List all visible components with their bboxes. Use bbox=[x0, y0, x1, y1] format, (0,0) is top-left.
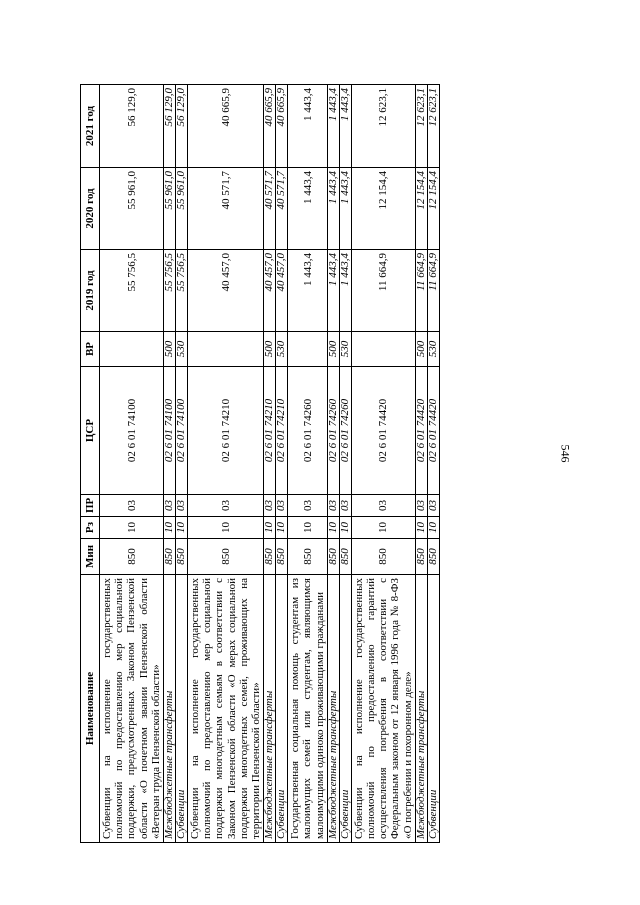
cell-y2021: 56 129,0 bbox=[164, 85, 176, 168]
cell-y2020: 12 154,4 bbox=[415, 168, 427, 250]
header-rz: Рз bbox=[81, 517, 100, 539]
cell-name: Межбюджетные трансферты bbox=[327, 575, 339, 843]
table-row bbox=[164, 85, 176, 843]
cell-vr: 500 bbox=[327, 332, 339, 367]
budget-table-container bbox=[80, 85, 528, 843]
cell-min: 850 bbox=[164, 539, 176, 575]
cell-y2021: 12 623,1 bbox=[427, 85, 439, 168]
cell-min: 850 bbox=[427, 539, 439, 575]
cell-vr bbox=[100, 332, 164, 367]
cell-min: 850 bbox=[188, 539, 264, 575]
cell-y2019: 40 457,0 bbox=[188, 250, 264, 332]
header-2020: 2020 год bbox=[81, 168, 100, 250]
table-row bbox=[176, 85, 188, 843]
cell-pr: 03 bbox=[339, 495, 351, 517]
cell-name: Субвенции bbox=[276, 575, 288, 843]
cell-y2021: 40 665,9 bbox=[276, 85, 288, 168]
cell-y2019: 40 457,0 bbox=[276, 250, 288, 332]
cell-pr: 03 bbox=[327, 495, 339, 517]
cell-vr bbox=[188, 332, 264, 367]
table-row bbox=[100, 85, 164, 843]
cell-name: Субвенции bbox=[427, 575, 439, 843]
cell-y2021: 1 443,4 bbox=[339, 85, 351, 168]
cell-y2020: 12 154,4 bbox=[351, 168, 415, 250]
table-row bbox=[351, 85, 415, 843]
page-number: 546 bbox=[558, 444, 573, 463]
cell-min: 850 bbox=[339, 539, 351, 575]
cell-y2020: 55 961,0 bbox=[164, 168, 176, 250]
cell-pr: 03 bbox=[351, 495, 415, 517]
cell-name: Межбюджетные трансферты bbox=[415, 575, 427, 843]
cell-rz: 10 bbox=[164, 517, 176, 539]
cell-name: Субвенции на исполнение государственных полномочий по предоставлению мер социальной поддержки многодетным семьям в соответствии с Законом Пензенской области «О мерах социальной поддержки многодетных семей, проживающих на территории Пензенской области» bbox=[188, 575, 264, 843]
header-csr: ЦСР bbox=[81, 367, 100, 495]
cell-rz: 10 bbox=[264, 517, 276, 539]
cell-min: 850 bbox=[176, 539, 188, 575]
cell-y2020: 12 154,4 bbox=[427, 168, 439, 250]
cell-y2021: 12 623,1 bbox=[415, 85, 427, 168]
table-row bbox=[188, 85, 264, 843]
cell-y2019: 55 756,5 bbox=[100, 250, 164, 332]
cell-y2021: 40 665,9 bbox=[264, 85, 276, 168]
cell-rz: 10 bbox=[100, 517, 164, 539]
cell-rz: 10 bbox=[351, 517, 415, 539]
cell-name: Межбюджетные трансферты bbox=[164, 575, 176, 843]
cell-rz: 10 bbox=[288, 517, 328, 539]
cell-y2019: 55 756,5 bbox=[164, 250, 176, 332]
cell-pr: 03 bbox=[427, 495, 439, 517]
table-row bbox=[264, 85, 276, 843]
cell-y2020: 55 961,0 bbox=[176, 168, 188, 250]
budget-table bbox=[80, 84, 440, 843]
cell-csr: 02 6 01 74260 bbox=[327, 367, 339, 495]
cell-rz: 10 bbox=[415, 517, 427, 539]
cell-pr: 03 bbox=[176, 495, 188, 517]
table-row bbox=[339, 85, 351, 843]
header-2021: 2021 год bbox=[81, 85, 100, 168]
cell-vr: 500 bbox=[264, 332, 276, 367]
cell-csr: 02 6 01 74420 bbox=[351, 367, 415, 495]
cell-rz: 10 bbox=[327, 517, 339, 539]
cell-y2019: 11 664,9 bbox=[415, 250, 427, 332]
cell-y2019: 1 443,4 bbox=[339, 250, 351, 332]
cell-name: Государственная социальная помощь студентам из малоимущих семей или студентам, являющимся малоимущими одиноко проживающими гражданами bbox=[288, 575, 328, 843]
table-row bbox=[327, 85, 339, 843]
cell-name: Субвенции на исполнение государственных полномочий по предоставлению мер социальной поддержки, предусмотренных Законом Пензенской области «О почетном звании Пензенской области «Ветеран труда Пензенской области» bbox=[100, 575, 164, 843]
cell-rz: 10 bbox=[176, 517, 188, 539]
cell-vr: 500 bbox=[415, 332, 427, 367]
cell-pr: 03 bbox=[276, 495, 288, 517]
cell-rz: 10 bbox=[276, 517, 288, 539]
cell-name: Субвенции bbox=[339, 575, 351, 843]
cell-pr: 03 bbox=[100, 495, 164, 517]
cell-pr: 03 bbox=[188, 495, 264, 517]
cell-y2019: 11 664,9 bbox=[351, 250, 415, 332]
table-row bbox=[415, 85, 427, 843]
cell-min: 850 bbox=[276, 539, 288, 575]
cell-pr: 03 bbox=[164, 495, 176, 517]
table-row bbox=[288, 85, 328, 843]
header-vr: ВР bbox=[81, 332, 100, 367]
cell-name: Субвенции bbox=[176, 575, 188, 843]
cell-rz: 10 bbox=[427, 517, 439, 539]
cell-y2020: 1 443,4 bbox=[288, 168, 328, 250]
cell-min: 850 bbox=[415, 539, 427, 575]
cell-y2021: 1 443,4 bbox=[288, 85, 328, 168]
cell-y2021: 56 129,0 bbox=[176, 85, 188, 168]
cell-pr: 03 bbox=[264, 495, 276, 517]
cell-y2020: 1 443,4 bbox=[327, 168, 339, 250]
cell-min: 850 bbox=[264, 539, 276, 575]
cell-csr: 02 6 01 74210 bbox=[188, 367, 264, 495]
cell-csr: 02 6 01 74210 bbox=[276, 367, 288, 495]
cell-y2020: 40 571,7 bbox=[188, 168, 264, 250]
cell-min: 850 bbox=[327, 539, 339, 575]
cell-csr: 02 6 01 74420 bbox=[415, 367, 427, 495]
cell-min: 850 bbox=[288, 539, 328, 575]
cell-y2021: 40 665,9 bbox=[188, 85, 264, 168]
header-pr: ПР bbox=[81, 495, 100, 517]
cell-y2019: 1 443,4 bbox=[327, 250, 339, 332]
cell-csr: 02 6 01 74260 bbox=[339, 367, 351, 495]
cell-vr: 530 bbox=[339, 332, 351, 367]
cell-csr: 02 6 01 74260 bbox=[288, 367, 328, 495]
cell-y2019: 40 457,0 bbox=[264, 250, 276, 332]
cell-rz: 10 bbox=[339, 517, 351, 539]
header-name: Наименование bbox=[81, 575, 100, 843]
cell-min: 850 bbox=[351, 539, 415, 575]
header-min: Мин bbox=[81, 539, 100, 575]
table-row bbox=[276, 85, 288, 843]
cell-vr: 500 bbox=[164, 332, 176, 367]
cell-y2020: 40 571,7 bbox=[276, 168, 288, 250]
cell-vr: 530 bbox=[427, 332, 439, 367]
cell-csr: 02 6 01 74100 bbox=[164, 367, 176, 495]
cell-csr: 02 6 01 74100 bbox=[176, 367, 188, 495]
rotated-page bbox=[80, 85, 528, 843]
cell-name: Межбюджетные трансферты bbox=[264, 575, 276, 843]
cell-y2021: 56 129,0 bbox=[100, 85, 164, 168]
cell-name: Субвенции на исполнение государственных полномочий по предоставлению гарантий осуществления погребения в соответствии с Федеральным законом от 12 января 1996 года № 8-ФЗ «О погребении и похоронном деле» bbox=[351, 575, 415, 843]
cell-y2020: 1 443,4 bbox=[339, 168, 351, 250]
cell-min: 850 bbox=[100, 539, 164, 575]
cell-csr: 02 6 01 74210 bbox=[264, 367, 276, 495]
cell-y2020: 40 571,7 bbox=[264, 168, 276, 250]
cell-csr: 02 6 01 74420 bbox=[427, 367, 439, 495]
cell-pr: 03 bbox=[415, 495, 427, 517]
cell-y2020: 55 961,0 bbox=[100, 168, 164, 250]
header-row bbox=[81, 85, 100, 843]
cell-y2019: 55 756,5 bbox=[176, 250, 188, 332]
cell-pr: 03 bbox=[288, 495, 328, 517]
cell-y2019: 1 443,4 bbox=[288, 250, 328, 332]
cell-vr: 530 bbox=[276, 332, 288, 367]
header-2019: 2019 год bbox=[81, 250, 100, 332]
cell-vr: 530 bbox=[176, 332, 188, 367]
cell-vr bbox=[351, 332, 415, 367]
cell-csr: 02 6 01 74100 bbox=[100, 367, 164, 495]
cell-y2019: 11 664,9 bbox=[427, 250, 439, 332]
table-body bbox=[100, 85, 440, 843]
cell-y2021: 12 623,1 bbox=[351, 85, 415, 168]
table-row bbox=[427, 85, 439, 843]
cell-y2021: 1 443,4 bbox=[327, 85, 339, 168]
cell-rz: 10 bbox=[188, 517, 264, 539]
cell-vr bbox=[288, 332, 328, 367]
